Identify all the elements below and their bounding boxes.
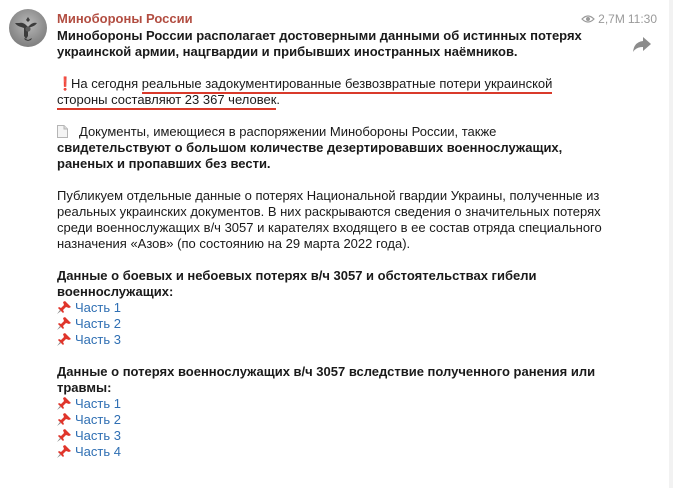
section2-title: Данные о потерях военнослужащих в/ч 3057 вследствие полученного ранения или травмы: bbox=[57, 364, 596, 395]
list-item bbox=[57, 300, 607, 316]
list-item bbox=[57, 444, 607, 460]
underlined-text-1: реальные задокументированные безвозвратные потери украинской bbox=[142, 76, 553, 94]
pushpin-icon bbox=[57, 397, 71, 410]
pushpin-icon bbox=[57, 445, 71, 458]
section1-links bbox=[57, 300, 607, 348]
pushpin-icon bbox=[57, 413, 71, 426]
post-time: 11:30 bbox=[627, 12, 657, 26]
section1-link-3[interactable]: Часть 3 bbox=[75, 332, 121, 347]
publish-paragraph: Публикуем отдельные данные о потерях Национальной гвардии Украины, полученные из реальных украинских документов. В них раскрываются сведения о значительных потерях среди военнослужащих в/ч 3057 и карателях входящего в ее состав отряда специального назначения «Азов» (по состоянию на 29 марта 2022 года). bbox=[57, 188, 602, 251]
pushpin-icon bbox=[57, 333, 71, 346]
section1-link-2[interactable]: Часть 2 bbox=[75, 316, 121, 331]
scrollbar-track[interactable] bbox=[669, 0, 673, 488]
documents-bold: свидетельствуют о большом количестве дезертировавших военнослужащих, раненых и пропавших без вести. bbox=[57, 140, 563, 171]
section2-link-1[interactable]: Часть 1 bbox=[75, 396, 121, 411]
intro-text: Минобороны России располагает достоверными данными об истинных потерях украинской армии, нацгвардии и прибывших иностранных наёмников. bbox=[57, 28, 582, 59]
section2-link-3[interactable]: Часть 3 bbox=[75, 428, 121, 443]
share-arrow-icon bbox=[631, 34, 653, 54]
list-item bbox=[57, 396, 607, 412]
list-item bbox=[57, 332, 607, 348]
losses-paragraph bbox=[57, 76, 607, 108]
today-prefix: На сегодня bbox=[71, 76, 142, 91]
pushpin-icon bbox=[57, 301, 71, 314]
message-body bbox=[57, 11, 607, 460]
documents-plain: Документы, имеющиеся в распоряжении Минобороны России, также bbox=[79, 124, 497, 139]
view-count: 2,7M bbox=[598, 12, 625, 26]
section1-title: Данные о боевых и небоевых потерях в/ч 3057 и обстоятельствах гибели военнослужащих: bbox=[57, 268, 537, 299]
documents-paragraph bbox=[57, 124, 607, 172]
list-item bbox=[57, 316, 607, 332]
share-button[interactable] bbox=[631, 34, 653, 54]
red-exclamation-icon: ❗ bbox=[57, 76, 74, 91]
pushpin-icon bbox=[57, 317, 71, 330]
pushpin-icon bbox=[57, 429, 71, 442]
underlined-text-2: стороны составляют 23 367 человек bbox=[57, 92, 276, 110]
section1-link-1[interactable]: Часть 1 bbox=[75, 300, 121, 315]
channel-name[interactable]: Минобороны России bbox=[57, 11, 193, 26]
section2-link-2[interactable]: Часть 2 bbox=[75, 412, 121, 427]
channel-avatar[interactable] bbox=[9, 9, 47, 47]
emblem-icon bbox=[9, 9, 47, 47]
section2-link-4[interactable]: Часть 4 bbox=[75, 444, 121, 459]
list-item bbox=[57, 428, 607, 444]
today-suffix: . bbox=[276, 92, 281, 107]
section2-links bbox=[57, 396, 607, 460]
list-item bbox=[57, 412, 607, 428]
page-icon bbox=[57, 125, 68, 138]
